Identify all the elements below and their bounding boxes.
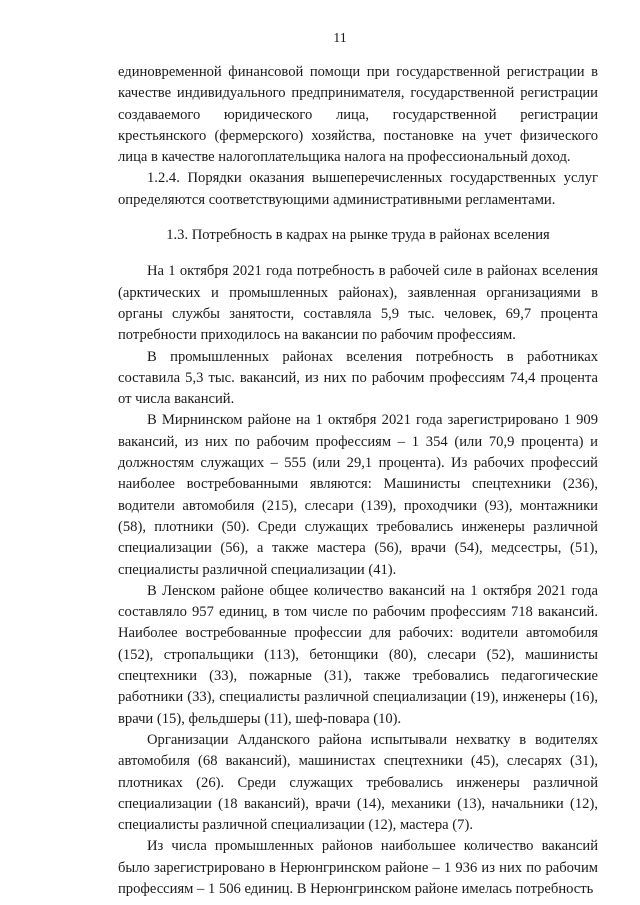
page-number: 11 <box>333 31 347 46</box>
document-body <box>118 62 598 900</box>
paragraph-overall-demand: На 1 октября 2021 года потребность в рабочей силе в районах вселения (арктических и промышленных районах), заявленная организациями в органы службы занятости, составляла 5,9 тыс. человек, 69,7 процента потребности приходилось на вакансии по рабочим профессиям. <box>118 263 598 344</box>
paragraph-aldan-district: Организации Алданского района испытывали нехватку в водителях автомобиля (68 вакансий), машинистах спецтехники (45), слесарях (31), плотниках (26). Среди служащих требовались инженеры различной специализации (18 вакансий), врачи (14), механики (13), начальники (12), специалисты различной специализации (12), мастера (7). <box>118 731 598 834</box>
paragraph-neryungri-district: Из числа промышленных районов наибольшее количество вакансий было зарегистрировано в Нерюнгринском районе – 1 936 из них по рабочим профессиям – 1 506 единиц. В Нерюнгринском районе имелась потребность <box>118 838 598 897</box>
paragraph-clause-1-2-4: 1.2.4. Порядки оказания вышеперечисленных государственных услуг определяются соответствующими административными регламентами. <box>118 170 598 208</box>
paragraph-industrial-districts: В промышленных районах вселения потребность в работниках составила 5,3 тыс. вакансий, из них по рабочим профессиям 74,4 процента от числа вакансий. <box>118 348 598 408</box>
paragraph-mirny-district: В Мирнинском районе на 1 октября 2021 года зарегистрировано 1 909 вакансий, из них по рабочим профессиям – 1 354 (или 70,9 процента) и должностям служащих – 555 (или 29,1 процента). Из рабочих профессий наиболее востребованными являются: Машинисты спецтехники (236), водители автомобиля (215), слесари (139), проходчики (93), монтажники (58), плотники (50). Среди служащих требовались инженеры различной специализации (56), а также мастера (56), врачи (54), медсестры, (51), специалисты различной специализации (41). <box>118 412 598 578</box>
paragraph-lensk-district: В Ленском районе общее количество вакансий на 1 октября 2021 года составляло 957 единиц, в том числе по рабочим профессиям 718 вакансий. Наиболее востребованные профессии для рабочих: водители автомобиля (152), стропальщики (113), бетонщики (80), слесари (52), машинисты спецтехники (33), пожарные (31), также требовались педагогические работники (33), специалисты различной специализации (19), инженеры (16), врачи (15), фельдшеры (11), шеф-повара (10). <box>118 582 598 727</box>
paragraph-continuation: единовременной финансовой помощи при государственной регистрации в качестве индивидуального предпринимателя, государственной регистрации создаваемого юридического лица, государственной регистрации крестьянского (фермерского) хозяйства, постановке на учет физического лица в качестве налогоплательщика налога на профессиональный доход. <box>118 64 598 166</box>
section-heading: 1.3. Потребность в кадрах на рынке труда в районах вселения <box>166 227 550 244</box>
